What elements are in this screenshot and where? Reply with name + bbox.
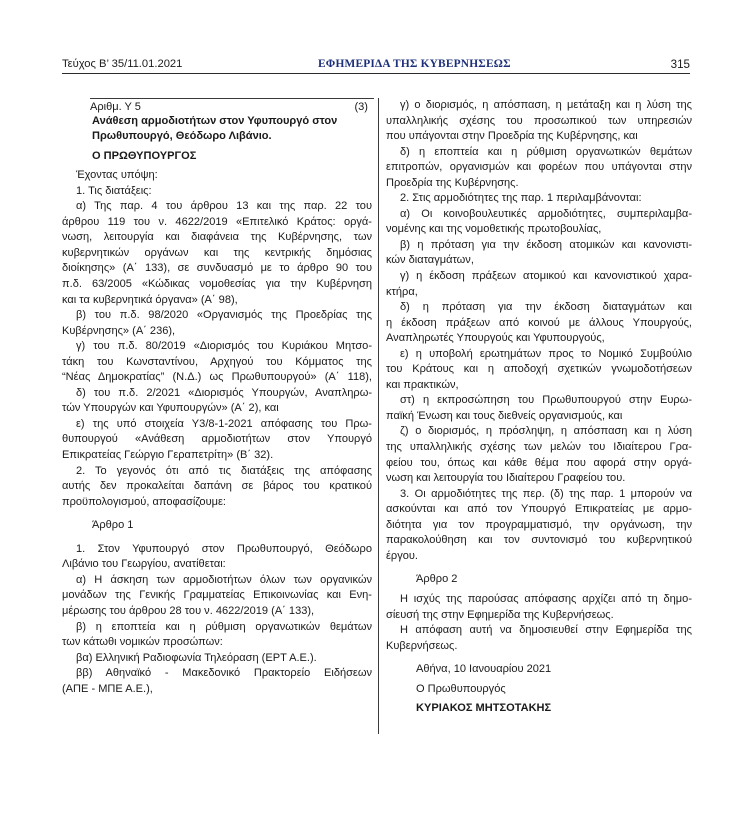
paragraph-line: θυπουργού «Ανάθεση αρμοδιοτήτων στον Υπουργό [62, 433, 372, 446]
paragraph-line: κών διαταγμάτων, [386, 254, 474, 267]
paragraph-line: 3. Οι αρμοδιότητες της περ. (δ) της παρ. 1 μπορούν να [400, 487, 692, 500]
paragraph-line: κυβερνητικών οργάνων και της κεντρικής δημόσιας [62, 246, 372, 259]
paragraph-line: κτήρα, [386, 285, 418, 298]
paragraph-line: σίευσή της στην Εφημερίδα της Κυβερνήσεως. [386, 608, 614, 621]
decision-ref: (3) [354, 101, 368, 113]
paragraph-line: δ) η εποπτεία και η ρύθμιση οργανωτικών θεμάτων [400, 145, 692, 158]
paragraph-line: γ) του π.δ. 80/2019 «Διορισμός του Κυριάκου Μητσο- [76, 340, 372, 353]
article-heading: Άρθρο 2 [416, 573, 458, 586]
paragraph-line: δ) η πρόταση για την έκδοση διαταγμάτων και [400, 301, 692, 314]
paragraph-line: τάκη του Κωνσταντίνου, Αρχηγού του Κόμματος της [62, 355, 372, 368]
paragraph-line: άρθρου 119 του ν. 4622/2019 «Επιτελικό Κράτος: οργά- [62, 215, 372, 228]
journal-title: ΕΦΗΜΕΡΙΔΑ ΤΗΣ ΚΥΒΕΡΝΗΣΕΩΣ [318, 58, 511, 70]
paragraph-line: ασκούνται και από τον Υπουργό Επικρατείας με αρμο- [386, 503, 692, 516]
paragraph-line: Η ισχύς της παρούσας απόφασης αρχίζει από τη δημο- [400, 592, 692, 605]
decision-title-line: Πρωθυπουργό, Θεόδωρο Λιβάνιο. [92, 130, 272, 143]
paragraph-line: β) η πρόταση για την έκδοση ατομικών και κανονιστι- [400, 238, 692, 251]
paragraph-line: β) η εποπτεία και η ρύθμιση οργανωτικών θεμάτων [76, 620, 372, 633]
paragraph-line: (ΑΠΕ - ΜΠΕ Α.Ε.), [62, 682, 153, 695]
paragraph-line: Έχοντας υπόψη: [76, 169, 158, 182]
paragraph-line: π.δ. 63/2005 «Κώδικας νομοθεσίας για την Κυβέρνηση [62, 278, 372, 291]
paragraph-line: Κυβερνήσεως. [386, 639, 458, 652]
paragraph-line: παϊκή Ένωση και τους διεθνείς οργανισμούς, και [386, 409, 623, 422]
page-header [62, 58, 690, 72]
paragraph-line: γ) ο διορισμός, η απόσπαση, η μετάταξη και η λύση της [400, 99, 692, 111]
paragraph-line: α) Οι κοινοβουλευτικές αρμοδιότητες, συμπεριλαμβα- [400, 207, 692, 220]
paragraph-line: Λιβάνιο του Γεωργίου, ανατίθεται: [62, 558, 226, 571]
paragraph-line: τών Υπουργών και Υφυπουργών» (Α΄ 2), και [62, 402, 279, 415]
paragraph-line: γ) η έκδοση πράξεων ατομικού και κανονιστικού χαρα- [400, 270, 692, 283]
decision-title-line: Ανάθεση αρμοδιοτήτων στον Υφυπουργό στον [92, 114, 338, 127]
paragraph-line: νωση, λειτουργία και διαφάνεια της Κυβέρνησης, των [62, 231, 372, 244]
paragraph-line: φείου του, όπως και κάθε θέμα που αφορά στην οργά- [386, 456, 692, 469]
paragraph-line: 1. Στον Υφυπουργό στον Πρωθυπουργό, Θεόδωρο [76, 542, 372, 555]
paragraph-line: διότητα για τον προγραμματισμό, την οργάνωση, την [386, 518, 692, 531]
paragraph-line: νομένης και της νομοθετικής πρωτοβουλίας, [386, 223, 602, 236]
paragraph-line: και τα κυβερνητικά όργανα» (Α΄ 98), [62, 293, 238, 306]
decision-number-row [62, 98, 372, 114]
paragraph-line: της υπαλληλικής σχέσης των μελών του Ιδιαίτερου Γρα- [386, 441, 692, 454]
paragraph-line: των κάτωθι νομικών προσώπων: [62, 636, 223, 649]
paragraph-line: η έκδοση πράξεων από κοινού με άλλους Υπουργούς, [386, 316, 692, 329]
paragraph-line: Αναπληρωτές Υπουργούς και Υφυπουργούς, [386, 332, 605, 345]
signing-place-date: Αθήνα, 10 Ιανουαρίου 2021 [416, 663, 552, 676]
paragraph-line: βα) Ελληνική Ραδιοφωνία Τηλεόραση (ΕΡΤ Α.Ε.). [76, 651, 317, 664]
paragraph-line: αυτής δεν προκαλείται δαπάνη σε βάρος του κρατικού [62, 480, 372, 493]
paragraph-line: μονάδων της Γενικής Γραμματείας Επικοινωνίας και Ενη- [62, 589, 372, 602]
signatory-name: ΚΥΡΙΑΚΟΣ ΜΗΤΣΟΤΑΚΗΣ [416, 702, 552, 715]
paragraph-line: έργου. [386, 549, 418, 562]
paragraph-line: νωση και λειτουργία του Ιδιαίτερου Γραφείου του. [386, 472, 626, 485]
paragraph-line: β) του π.δ. 98/2020 «Οργανισμός της Προεδρίας της [76, 309, 372, 322]
paragraph-line: 1. Τις διατάξεις: [76, 184, 152, 197]
paragraph-line: μέρωσης του άρθρου 28 του ν. 4622/2019 (Α΄ 133), [62, 604, 315, 617]
paragraph-line: “Νέας Δημοκρατίας” (Ν.Δ.) ως Πρωθυπουργού» (Α΄ 118), [62, 371, 372, 384]
signatory-title: Ο Πρωθυπουργός [416, 682, 506, 695]
paragraph-line: υπαλληλικής σχέσης του προσωπικού των υπηρεσιών [386, 114, 692, 127]
paragraph-line: 2. Το γεγονός ότι από τις διατάξεις της απόφασης [76, 464, 372, 477]
page-number: 315 [670, 58, 690, 71]
paragraph-line: δ) του π.δ. 2/2021 «Διορισμός Υπουργών, Αναπληρω- [76, 386, 372, 399]
column-divider [378, 98, 379, 734]
paragraph-line: παρακολούθηση και τον συντονισμό του κυβερνητικού [386, 534, 692, 547]
paragraph-line: Προεδρία της Κυβέρνησης. [386, 176, 519, 189]
issue-label: Τεύχος Β’ 35/11.01.2021 [62, 58, 183, 70]
decision-number: Αριθμ. Υ 5 [90, 101, 141, 113]
paragraph-line: ε) η υποβολή ερωτημάτων προς το Νομικό Συμβούλιο [400, 347, 692, 360]
paragraph-line: ε) της υπό στοιχεία Υ3/8-1-2021 απόφασης του Πρω- [76, 417, 372, 430]
left-column [62, 98, 372, 697]
paragraph-line: Κυβέρνησης» (Α΄ 236), [62, 324, 176, 337]
paragraph-line: α) Η άσκηση των αρμοδιοτήτων όλων των οργανικών [76, 573, 372, 586]
article-heading: Άρθρο 1 [92, 519, 134, 532]
paragraph-line: που υπάγονται στην Προεδρία της Κυβέρνησης, και [386, 130, 638, 143]
paragraph-line: Η απόφαση αυτή να δημοσιευθεί στην Εφημερίδα της [400, 624, 692, 637]
paragraph-line: στ) η εκπροσώπηση του Πρωθυπουργού στην Ευρω- [400, 394, 692, 407]
paragraph-line: και πρακτικών, [386, 378, 459, 391]
paragraph-line: προϋπολογισμού, αποφασίζουμε: [62, 495, 226, 508]
paragraph-line: του Κράτους και η αποδοχή σχετικών γνωμοδοτήσεων [386, 363, 692, 376]
authority-heading: Ο ΠΡΩΘΥΠΟΥΡΓΟΣ [92, 149, 197, 162]
right-column [386, 98, 692, 717]
paragraph-line: Επικρατείας Γεώργιο Γεραπετρίτη» (Β΄ 32). [62, 449, 274, 462]
paragraph-line: 2. Στις αρμοδιότητες της παρ. 1 περιλαμβάνονται: [400, 192, 642, 205]
paragraph-line: διοίκησης» (Α΄ 133), σε συνδυασμό με το άρθρο 90 του [62, 262, 372, 275]
paragraph-line: ββ) Αθηναϊκό - Μακεδονικό Πρακτορείο Ειδήσεων [76, 667, 372, 680]
decision-rule [90, 98, 374, 99]
paragraph-line: ζ) ο διορισμός, η πρόσληψη, η απόσπαση και η λύση [400, 425, 692, 438]
header-rule [62, 73, 690, 74]
paragraph-line: επιτροπών, οργανισμών και φορέων που υπάγονται στην [386, 161, 692, 174]
paragraph-line: α) Της παρ. 4 του άρθρου 13 και της παρ. 22 του [76, 200, 372, 213]
